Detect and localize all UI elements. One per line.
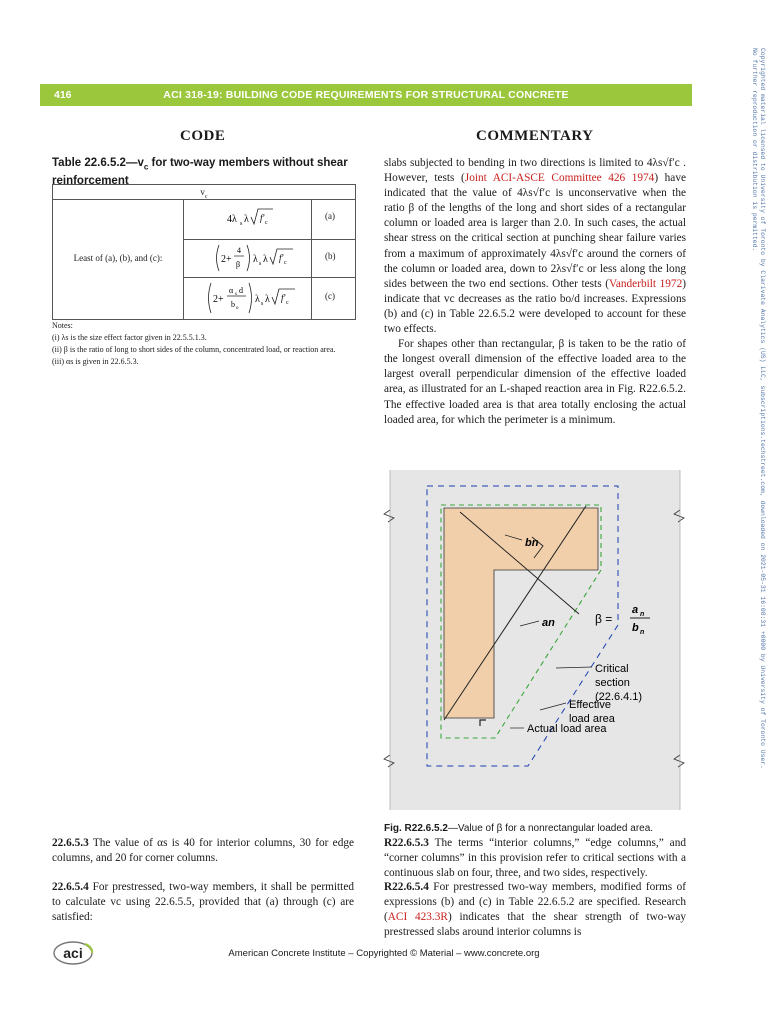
section-r22-6-5-4: R22.6.5.4 For prestressed two-way members, modified forms of expressions (b) and (c) in Table 22.6.5.2 are specified. Research (ACI 423.3R) indicates that the shear strength of two-way prestressed slabs around interior columns is xyxy=(384,881,687,939)
section-22-6-5-3: 22.6.5.3 The value of αs is 40 for interior columns, 30 for edge columns, and 20 for corner columns. xyxy=(52,837,354,865)
svg-text:s: s xyxy=(240,221,243,227)
svg-text:λ: λ xyxy=(265,294,270,305)
row-tag-a: (a) xyxy=(325,211,335,221)
figure-caption: Fig. R22.6.5.2—Value of β for a nonrectangular loaded area. xyxy=(384,823,654,834)
page-footer: American Concrete Institute – Copyrighted © Material – www.concrete.org xyxy=(228,948,540,959)
commentary-paragraph-1: slabs subjected to bending in two directions is limited to 4λs√f′c . However, tests (Joint ACI-ASCE Committee 426 1974) have indicated that the value of 4λs√f′c is unconservative when the ratio β of the lengths of the long and short sides of a rectangular column or loaded area is larger than 2.0. In such cases, the actual shear stress on the critical section at punching shear failure varies from a maximum of approximately 4λs√f′c around the corners of the column or loaded area, down to 2λs√f′c or less along the long sides between the two end sections. Other tests (Vanderbilt 1972) indicate that vc decreases as the ratio bo/d increases. Expressions (b) and (c) in Table 22.6.5.2 were developed to account for these two effects. xyxy=(384,157,686,336)
svg-text:n: n xyxy=(640,611,645,618)
ref-joint-aci-asce[interactable]: Joint ACI-ASCE Committee 426 1974 xyxy=(464,172,655,185)
svg-text:λ: λ xyxy=(253,254,258,265)
section-22-6-5-4: 22.6.5.4 For prestressed, two-way members, it shall be permitted to calculate vc using 22.6.5.5, provided that (a) through (c) are satisfied: xyxy=(52,881,354,924)
label-bn: bn xyxy=(525,537,539,549)
notes-title: Notes: xyxy=(52,321,73,330)
running-title: ACI 318-19: BUILDING CODE REQUIREMENTS FOR STRUCTURAL CONCRETE xyxy=(163,89,569,101)
svg-text:d: d xyxy=(239,286,243,295)
svg-text:b: b xyxy=(231,300,235,309)
commentary-heading: COMMENTARY xyxy=(476,128,594,144)
svg-text:o: o xyxy=(236,306,239,311)
watermark-line-1: Copyrighted material licensed to University of Toronto by Clarivate Analytics (US) LLC, subscriptions.techstreet.com, downloaded on 2021-05-31 16:08:31 +0000 by University of Toronto User. xyxy=(759,48,766,769)
row-tag-b: (b) xyxy=(325,251,336,261)
section-r22-6-5-3: R22.6.5.3 The terms “interior columns,” “edge columns,” and “corner columns” in this provision refer to critical sections with a continuous slab on four, three, and two sides, respectively. xyxy=(384,837,686,880)
figure-r22-6-5-2 xyxy=(382,470,688,816)
code-heading: CODE xyxy=(180,128,226,144)
commentary-text xyxy=(384,156,686,428)
svg-text:aci: aci xyxy=(63,945,83,961)
row-tag-c: (c) xyxy=(325,291,335,301)
note-3: (iii) αs is given in 22.6.5.3. xyxy=(52,357,139,366)
label-actual-load-area: Actual load area xyxy=(527,723,607,735)
label-beta-eq: β = xyxy=(595,612,613,626)
table-header: $v_c$ xyxy=(53,185,355,200)
svg-text:λ: λ xyxy=(255,294,260,305)
svg-text:λ: λ xyxy=(263,254,268,265)
label-critical-3: (22.6.4.1) xyxy=(595,691,643,703)
svg-text:c: c xyxy=(286,300,289,306)
vc-table xyxy=(52,184,356,320)
page-header-bar xyxy=(40,84,692,106)
svg-text:c: c xyxy=(284,260,287,266)
svg-text:f′: f′ xyxy=(279,253,284,263)
svg-text:f′: f′ xyxy=(281,293,286,303)
note-2: (ii) β is the ratio of long to short sides of the column, concentrated load, or reaction area. xyxy=(52,345,336,354)
commentary-paragraph-2: For shapes other than rectangular, β is taken to be the ratio of the longest overall dimension of the effective loaded area to the largest overall perpendicular dimension of the effective loaded area, as illustrated for an L-shaped reaction area in Fig. R22.6.5.2. The effective loaded area is that area totally enclosing the actual loaded area, for which the perimeter is a minimum. xyxy=(384,338,686,426)
svg-text:α: α xyxy=(229,286,234,295)
page-number: 416 xyxy=(54,89,72,101)
watermark-line-2: No further reproduction or distribution is permitted. xyxy=(751,48,758,252)
formula-b xyxy=(213,241,309,275)
label-critical-2: section xyxy=(595,677,630,689)
label-effective-1: Effective xyxy=(569,699,611,711)
svg-text:λ: λ xyxy=(244,214,249,225)
svg-text:β: β xyxy=(236,260,241,269)
label-an: an xyxy=(542,617,555,629)
svg-text:n: n xyxy=(640,629,645,636)
svg-text:s: s xyxy=(235,292,237,297)
table-row-label: Least of (a), (b), and (c): xyxy=(73,253,163,263)
svg-text:4λ: 4λ xyxy=(227,214,237,225)
copyright-watermark xyxy=(749,48,768,769)
svg-text:2+: 2+ xyxy=(221,254,232,265)
note-1: (i) λs is the size effect factor given in 22.5.5.1.3. xyxy=(52,333,207,342)
svg-text:a: a xyxy=(632,604,639,616)
ref-aci-423-3r[interactable]: ACI 423.3R xyxy=(387,911,448,924)
svg-text:2+: 2+ xyxy=(213,294,224,305)
formula-a xyxy=(213,205,303,231)
table-notes xyxy=(52,320,357,368)
svg-text:b: b xyxy=(632,622,639,634)
formula-c xyxy=(203,279,311,317)
label-effective-2: load area xyxy=(569,713,615,725)
table-title: Table $22.6.5.2—v_c$ for two-way members without shear reinforcement xyxy=(52,157,348,188)
ref-vanderbilt[interactable]: Vanderbilt 1972 xyxy=(608,277,683,290)
svg-text:c: c xyxy=(265,220,268,226)
svg-text:s: s xyxy=(261,301,264,307)
svg-text:4: 4 xyxy=(237,246,241,255)
label-critical-1: Critical xyxy=(595,663,629,675)
svg-text:f′: f′ xyxy=(260,213,265,223)
svg-text:s: s xyxy=(259,261,262,267)
